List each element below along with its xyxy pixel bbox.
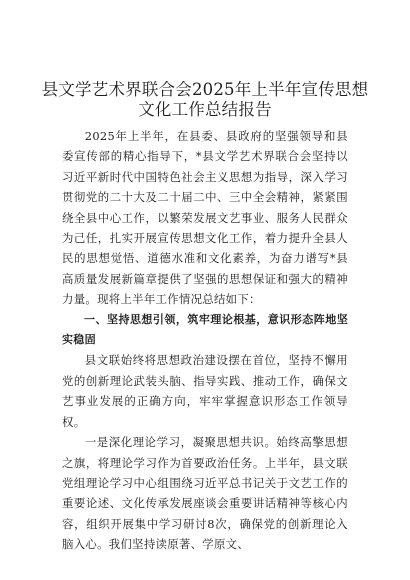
section-1-paragraph-2: 一是深化理论学习，凝聚思想共识。始终高擎思想之旗，将理论学习作为首要政治任务。上半年，县文联党组理论学习中心组围绕习近平总书记关于文艺工作的重要论述、文化传承发展座谈会重要讲话精神等核心内容，组织开展集中学习研讨8次，确保党的创新理论入脑入心。我们坚持读原著、学原文、 [62,435,348,552]
intro-paragraph: 2025年上半年，在县委、县政府的坚强领导和县委宣传部的精心指导下，*县文学艺术界联合会坚持以习近平新时代中国特色社会主义思想为指导，深入学习贯彻党的二十大及二十届二中、三中全会精神，紧紧围绕全县中心工作，以繁荣发展文艺事业、服务人民群众为己任，扎实开展宣传思想文化工作，着力提升全县人民的思想觉悟、道德水准和文化素养，为奋力谱写*县高质量发展新篇章提供了坚强的思想保证和强大的精神力量。现将上半年工作情况总结如下： [62,129,348,307]
document-body [62,126,348,555]
section-heading-1: 一、坚持思想引领，筑牢理论根基，意识形态阵地坚实稳固 [62,312,348,347]
document-title: 县文学艺术界联合会2025年上半年宣传思想文化工作总结报告 [41,80,369,119]
section-1-paragraph-1: 县文联始终将思想政治建设摆在首位，坚持不懈用党的创新理论武装头脑、指导实践、推动工作，确保文艺事业发展的正确方向，牢牢掌握意识形态工作领导权。 [62,353,348,429]
